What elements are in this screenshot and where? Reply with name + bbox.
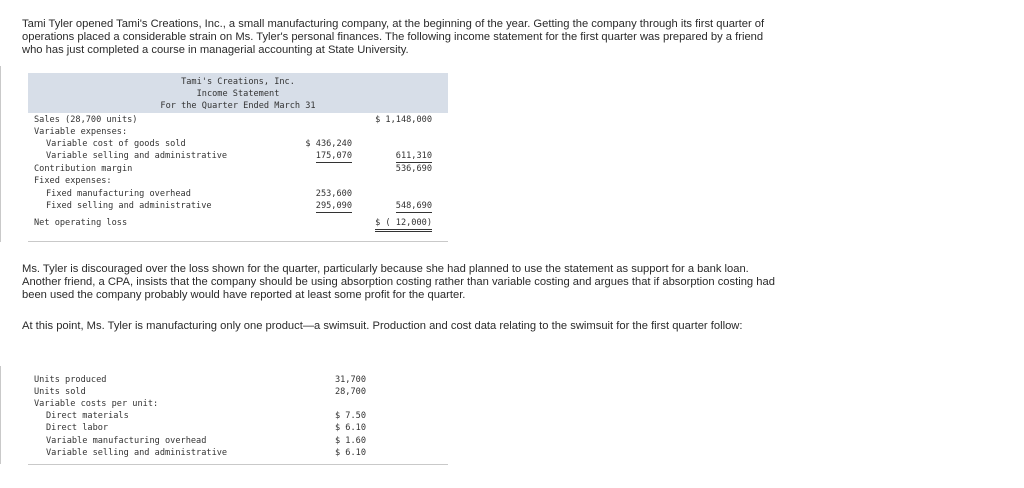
table-row [28,175,448,187]
table-row [28,422,448,434]
statement-period: For the Quarter Ended March 31 [160,101,316,111]
company-name: Tami's Creations, Inc. [181,77,295,87]
table-row [28,188,448,200]
table-row [28,138,448,150]
statement-title: Income Statement [196,89,280,99]
row-label: Units sold [34,387,86,397]
row-label: Variable manufacturing overhead [46,436,207,446]
row-total: 611,310 [395,151,432,161]
row-label: Direct materials [46,411,129,421]
row-label: Variable selling and administrative [46,448,228,458]
row-label: Units produced [34,375,107,385]
table-row [28,410,448,422]
row-label: Variable costs per unit: [34,399,159,409]
table-row [28,435,448,447]
row-label: Sales (28,700 units) [34,115,138,125]
row-amount: 295,090 [315,201,352,211]
row-value: $ 6.10 [334,448,366,458]
row-label: Fixed selling and administrative [46,201,212,211]
row-total: 536,690 [395,164,432,174]
row-label: Fixed expenses: [34,176,112,186]
row-amount: $ 436,240 [305,139,352,149]
row-amount: 175,070 [315,151,352,161]
row-label: Variable selling and administrative [46,151,228,161]
row-label: Direct labor [46,423,109,433]
table-row [28,126,448,138]
discussion-paragraph: Ms. Tyler is discouraged over the loss shown for the quarter, particularly because she had planned to use the statement as support for a bank loan. Another friend, a CPA, insists that the company should be using absorption costing rather than variable costing and argues that if absorption costing had been used the company probably would have reported at least some profit for the quarter. [22,263,775,301]
row-total: $ 1,148,000 [375,115,432,125]
statement-header [28,73,448,113]
intro-paragraph: Tami Tyler opened Tami's Creations, Inc., a small manufacturing company, at the beginning of the year. Getting the company through its first quarter of operations placed a considerable strain on Ms. Tyler's personal finances. The following income statement for the first quarter was prepared by a friend who has just completed a course in managerial accounting at State University. [22,18,765,56]
table-row [28,398,448,410]
product-paragraph: At this point, Ms. Tyler is manufacturing only one product—a swimsuit. Production and cost data relating to the swimsuit for the first quarter follow: [22,320,743,332]
row-total: 548,690 [395,201,432,211]
row-value: $ 6.10 [334,423,366,433]
row-label: Variable cost of goods sold [46,139,186,149]
row-value: 31,700 [334,375,366,385]
row-value: $ 7.50 [334,411,366,421]
table-row [28,114,448,126]
table-left-border [0,66,1,242]
table-row [28,200,448,212]
table-row [28,447,448,459]
table-left-border [0,366,1,464]
table-divider [28,464,448,465]
income-statement [28,113,448,241]
row-amount: 253,600 [315,189,352,199]
table-row [28,150,448,162]
row-value: $ 1.60 [334,436,366,446]
table-row [28,386,448,398]
row-label: Contribution margin [34,164,133,174]
row-total: $ ( 12,000) [375,217,432,232]
row-label: Net operating loss [34,218,128,228]
row-value: 28,700 [334,387,366,397]
table-divider [28,241,448,242]
row-label: Variable expenses: [34,127,128,137]
table-row [28,374,448,386]
table-row [28,163,448,175]
table-row [28,217,448,229]
row-label: Fixed manufacturing overhead [46,189,191,199]
production-data [28,373,448,463]
